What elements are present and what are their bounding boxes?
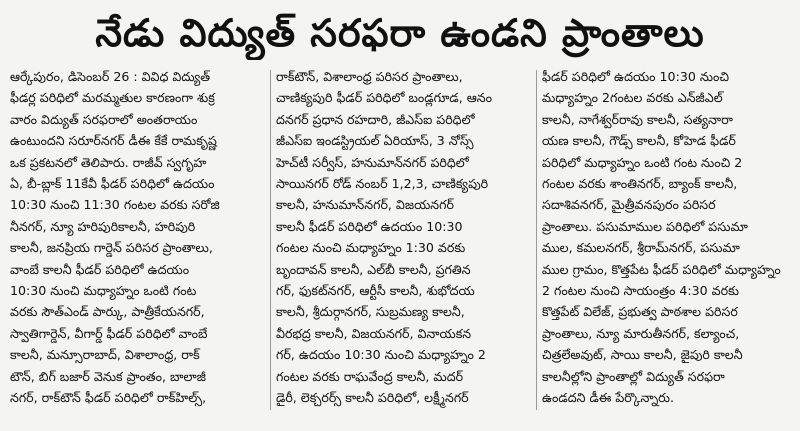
article-line: కాలనీ ఫీడర్ పరిధిలో ఉదయం 10:30 [276,218,463,234]
article-line: హెచ్‌టీ సర్వీస్, హనుమాన్‌నగర్ పరిధిలో [276,154,469,170]
article-line: 10:30 నుంచి 11:30 గంటల వరకు సరోజి [10,197,220,213]
article-column-1 [10,66,264,421]
article-line: ఒక ప్రకటనలో తెలిపారు. రాజీవ్ స్వగృహ [10,154,207,170]
article-line: డైరీ, లెక్చరర్స్ కాలనీ పరిధిలో, లక్ష్మీనగర్ [276,390,469,406]
column-divider [536,70,537,410]
article-line: వారం విద్యుత్ సరఫరాలో అంతరాయం [10,111,198,127]
article-line: పరిధిలో మధ్యాహ్నం ఒంటి గంట నుంచి 2 [542,154,743,170]
article-line: 2 గంటల నుంచి సాయంత్రం 4:30 వరకు [542,283,740,299]
article-line: వాంబే కాలనీ ఫీడర్ పరిధిలో ఉదయం [10,261,190,277]
article-line: ప్రాంతాలు, న్యూ మారుతీనగర్, కల్యాంచ, [542,325,740,341]
article-column-2 [276,66,530,421]
article-line: గర్, ఉదయం 10:30 నుంచి మధ్యాహ్నం 2 [276,347,486,363]
article-line: గర్, ఫుకట్‌నగర్, ఆర్టీసీ కాలనీ, శుభోదయ [276,283,475,299]
article-line: చిత్రలేఅవుట్, సాయి కాలనీ, జైపురి కాలనీ [542,347,743,363]
article-line: జీఎస్‌ఐ ఇండస్ట్రియల్ ఏరియాస్, 3 నోస్స్ [276,133,474,149]
article-line: ఉండదని డీఈ పేర్కొన్నారు. [542,390,675,406]
headline: నేడు విద్యుత్ సరఫరా ఉండని ప్రాంతాలు [95,11,705,55]
article-line: ముల గ్రామం, కొత్తపేట ఫీడర్ పరిధిలో మధ్యాహ్నం [542,261,781,277]
article-line: ఫీడర్ల పరిధిలో మరమ్మతుల కారణంగా శుక్ర [10,90,215,106]
article-line: టౌన్, బిగ్ బజార్ వెనుక ప్రాంతం, బాలాజీ [10,368,206,384]
article-line: కాలనీ, నాగేశ్వర్‌రావు కాలనీ, సత్యనారా [542,111,733,127]
article-line: మధ్యాహ్నం 2గంటల వరకు ఎన్‌జీఎల్ [542,90,723,106]
article-column-3 [542,66,796,421]
article-line: స్వాతిగార్డెన్, వీగార్డ్ ఫీడర్ పరిధిలో వాంబే [10,325,208,341]
article-line: రాక్‌టౌన్, విశాలాంధ్ర పరిసర ప్రాంతాలు, [276,69,463,84]
article-line: గంటల నుంచి మధ్యాహ్నం 1:30 వరకు [276,240,466,256]
article-line: గంటల వరకు శాంతినగర్, బ్యాంక్ కాలనీ, [542,176,738,192]
article-line: ప్రాంతాలు. పసుమాముల పరిధిలో పసుమా [542,218,748,234]
article-line: గంటల వరకు రాఘవేంద్ర కాలనీ, మదర్ [276,368,464,384]
article-line: ఆర్కేపురం, డిసెంబర్ 26 : వివిధ విద్యుత్ [10,69,211,84]
article-line: సాయినగర్ రోడ్ నంబర్ 1,2,3, చాణిక్యపురి [276,176,489,192]
article-line: కాలనీ, మన్సూరాబాద్, విశాలాంధ్ర, రాక్ [10,347,200,363]
article-line: ఏ, బీ-బ్లాక్ 11కేవీ ఫీడర్ పరిధిలో ఉదయం [10,176,215,192]
article-line: కాలనీ, శ్రీదుర్గానగర్, సుబ్రమణ్య కాలనీ, [276,304,465,320]
article-line: కొత్తపేట్ విలేజ్, ప్రభుత్వ పాఠశాల పరిసర [542,304,738,320]
article-line: ముల, కమలనగర్, శ్రీరామ్‌నగర్, పసుమా [542,240,740,256]
article-line: చాణిక్యపురి ఫీడర్ పరిధిలో బండ్లగూడ, ఆనం [276,90,492,106]
article-line: నీనగర్, న్యూ హరిపురికాలనీ, హరిపురి [10,218,196,234]
article-body [10,66,790,421]
article-line: ఫీడర్ పరిధిలో ఉదయం 10:30 నుంచి [542,69,730,84]
article-line: వీరభద్ర కాలనీ, విజయనగర్, వినాయకన [276,325,472,341]
article-line: బృందావన్ కాలనీ, ఎల్‌బీ కాలనీ, ప్రగతిన [276,261,471,277]
article-line: దనగర్ ప్రధాన రహదారి, జీఎస్‌ఐ పరిధిలో [276,111,475,127]
article-line: వరకు సౌత్‌ఎండ్ పార్కు, పాత్రీకేయనగర్, [10,304,205,320]
article-line: కాలనీ, హనుమాన్‌నగర్, విజయనగర్ [276,197,454,213]
column-divider [270,70,271,410]
article-line: ఉంటుందని సరూర్‌నగర్ డీఈ కేకే రామకృష్ణ [10,133,217,149]
article-line: కాలనీ, జనప్రియ గార్డెన్ పరిసర ప్రాంతాలు, [10,240,213,256]
article-line: 10:30 నుంచి మధ్యాహ్నం ఒంటి గంట [10,283,197,299]
article-line: సదాశివనగర్, మైత్రీవనపురం పరిసర [542,197,716,213]
article-line: కాలనీల్లోని ప్రాంతాల్లో విద్యుత్ సరఫరా [542,368,725,384]
article-line: యణ కాలనీ, గౌడ్స్ కాలనీ, కోహెడ ఫీడర్ [542,133,736,149]
article-line: నగర్, రాక్‌టౌన్ ఫీడర్ పరిధిలో రాక్‌హిల్స్, [10,390,207,406]
